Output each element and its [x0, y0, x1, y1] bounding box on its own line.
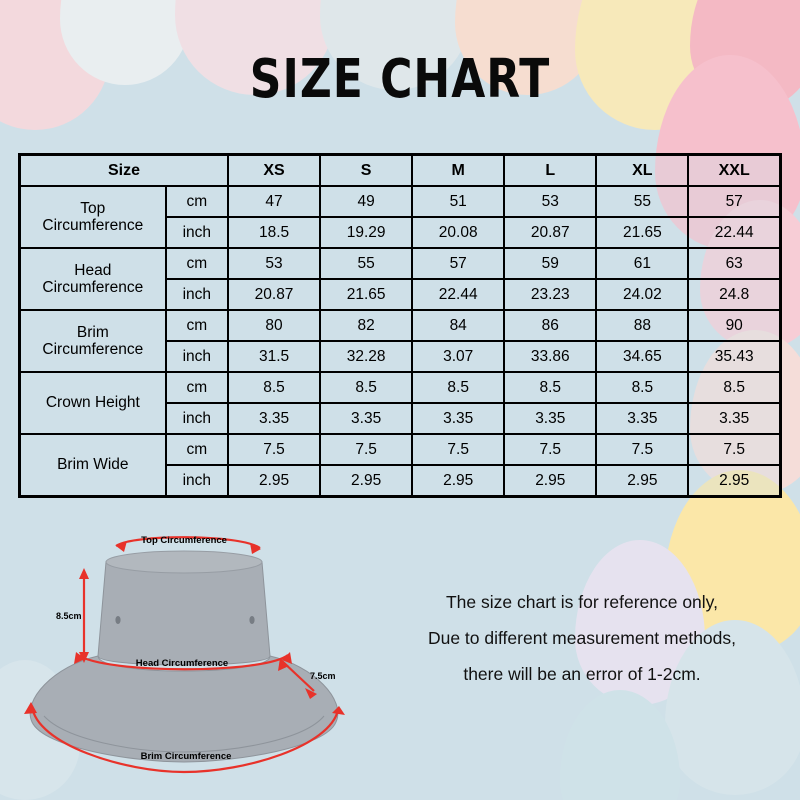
- cell-value: 21.65: [320, 279, 412, 310]
- cell-value: 84: [412, 310, 504, 341]
- cell-value: 35.43: [688, 341, 780, 372]
- hat-measurement-diagram: [14, 516, 374, 781]
- disclaimer-text: [376, 585, 788, 693]
- unit-inch: inch: [166, 279, 228, 310]
- cell-value: 3.35: [504, 403, 596, 434]
- table-header-row: [20, 155, 781, 187]
- cell-value: 24.8: [688, 279, 780, 310]
- row-label-brim-wide: Brim Wide: [20, 434, 166, 497]
- cell-value: 7.5: [320, 434, 412, 465]
- cell-value: 55: [320, 248, 412, 279]
- crown-height-label: 8.5cm: [56, 611, 82, 621]
- unit-cm: cm: [166, 248, 228, 279]
- header-size-xxl: XXL: [688, 155, 780, 187]
- cell-value: 7.5: [596, 434, 688, 465]
- row-label-head-circumference: Head Circumference: [20, 248, 166, 310]
- unit-cm: cm: [166, 372, 228, 403]
- cell-value: 49: [320, 186, 412, 217]
- cell-value: 80: [228, 310, 320, 341]
- row-label-top-circumference: Top Circumference: [20, 186, 166, 248]
- unit-cm: cm: [166, 434, 228, 465]
- unit-cm: cm: [166, 186, 228, 217]
- table-row: [20, 248, 781, 279]
- cell-value: 31.5: [228, 341, 320, 372]
- cell-value: 88: [596, 310, 688, 341]
- cell-value: 24.02: [596, 279, 688, 310]
- header-size-m: M: [412, 155, 504, 187]
- cell-value: 19.29: [320, 217, 412, 248]
- unit-inch: inch: [166, 403, 228, 434]
- size-chart-table: [18, 153, 782, 498]
- disclaimer-line-3: there will be an error of 1-2cm.: [463, 663, 701, 684]
- cell-value: 3.07: [412, 341, 504, 372]
- cell-value: 2.95: [228, 465, 320, 497]
- cell-value: 51: [412, 186, 504, 217]
- size-chart-table-container: [18, 153, 782, 498]
- unit-inch: inch: [166, 217, 228, 248]
- cell-value: 7.5: [412, 434, 504, 465]
- cell-value: 82: [320, 310, 412, 341]
- cell-value: 2.95: [504, 465, 596, 497]
- header-size-xl: XL: [596, 155, 688, 187]
- egg-shape: [560, 690, 680, 800]
- cell-value: 61: [596, 248, 688, 279]
- header-size-s: S: [320, 155, 412, 187]
- header-size-label: Size: [20, 155, 229, 187]
- disclaimer-line-2: Due to different measurement methods,: [427, 627, 737, 648]
- brim-wide-label: 7.5cm: [310, 671, 336, 681]
- cell-value: 3.35: [596, 403, 688, 434]
- cell-value: 59: [504, 248, 596, 279]
- cell-value: 7.5: [688, 434, 780, 465]
- cell-value: 8.5: [688, 372, 780, 403]
- cell-value: 7.5: [228, 434, 320, 465]
- row-label-brim-circumference: Brim Circumference: [20, 310, 166, 372]
- cell-value: 57: [688, 186, 780, 217]
- header-size-l: L: [504, 155, 596, 187]
- cell-value: 22.44: [412, 279, 504, 310]
- cell-value: 53: [504, 186, 596, 217]
- unit-inch: inch: [166, 465, 228, 497]
- unit-inch: inch: [166, 341, 228, 372]
- cell-value: 3.35: [228, 403, 320, 434]
- cell-value: 20.87: [504, 217, 596, 248]
- cell-value: 8.5: [228, 372, 320, 403]
- cell-value: 2.95: [412, 465, 504, 497]
- cell-value: 18.5: [228, 217, 320, 248]
- cell-value: 23.23: [504, 279, 596, 310]
- cell-value: 86: [504, 310, 596, 341]
- cell-value: 55: [596, 186, 688, 217]
- hat-brim-shape: [30, 656, 338, 762]
- cell-value: 3.35: [320, 403, 412, 434]
- cell-value: 47: [228, 186, 320, 217]
- table-row: [20, 434, 781, 465]
- cell-value: 8.5: [412, 372, 504, 403]
- cell-value: 2.95: [596, 465, 688, 497]
- cell-value: 22.44: [688, 217, 780, 248]
- hat-diagram-svg: [14, 516, 374, 781]
- cell-value: 34.65: [596, 341, 688, 372]
- hat-eyelet-icon: [115, 616, 120, 624]
- cell-value: 53: [228, 248, 320, 279]
- cell-value: 8.5: [320, 372, 412, 403]
- table-row: [20, 186, 781, 217]
- cell-value: 2.95: [320, 465, 412, 497]
- unit-cm: cm: [166, 310, 228, 341]
- cell-value: 20.08: [412, 217, 504, 248]
- cell-value: 90: [688, 310, 780, 341]
- table-row: [20, 372, 781, 403]
- cell-value: 21.65: [596, 217, 688, 248]
- row-label-crown-height: Crown Height: [20, 372, 166, 434]
- cell-value: 20.87: [228, 279, 320, 310]
- cell-value: 33.86: [504, 341, 596, 372]
- hat-eyelet-icon: [249, 616, 254, 624]
- cell-value: 63: [688, 248, 780, 279]
- hat-top-ellipse: [106, 551, 262, 573]
- cell-value: 3.35: [412, 403, 504, 434]
- cell-value: 57: [412, 248, 504, 279]
- table-row: [20, 310, 781, 341]
- cell-value: 2.95: [688, 465, 780, 497]
- cell-value: 32.28: [320, 341, 412, 372]
- header-size-xs: XS: [228, 155, 320, 187]
- cell-value: 8.5: [504, 372, 596, 403]
- cell-value: 8.5: [596, 372, 688, 403]
- cell-value: 3.35: [688, 403, 780, 434]
- head-circumference-label: Head Circumference: [135, 658, 229, 669]
- cell-value: 7.5: [504, 434, 596, 465]
- arrowhead-icon: [79, 568, 89, 579]
- top-circumference-label: Top Circumference: [141, 535, 227, 546]
- page-title: SIZE CHART: [249, 48, 551, 111]
- brim-circumference-label: Brim Circumference: [140, 751, 232, 762]
- disclaimer-line-1: The size chart is for reference only,: [445, 592, 718, 612]
